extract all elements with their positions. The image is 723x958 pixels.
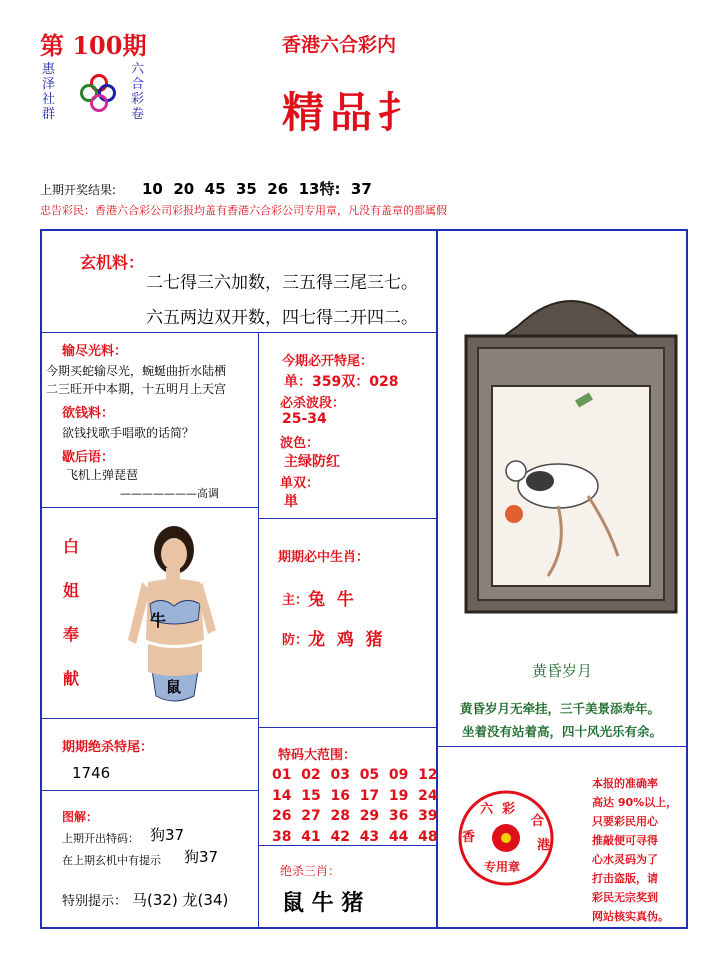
jueshatewei-label: 期期绝杀特尾： [62, 740, 154, 755]
fanwei-row: 26 27 28 29 36 39 [272, 808, 438, 824]
tewei-label: 今期必开特尾： [282, 354, 374, 369]
jueshatewei-value: 1746 [72, 764, 111, 782]
logo [78, 74, 114, 110]
baijie-overlay-1: 牛 [150, 611, 167, 630]
tebie-value: 马(32) 龙(34) [132, 891, 229, 909]
xiehouyu-label: 歇后语： [62, 450, 115, 465]
fanwei-row: 38 41 42 43 44 48 [272, 828, 438, 845]
xuanji-line-2: 六五两边双开数，四七得二开四二。 [146, 308, 418, 328]
stamp-right: 港 [537, 838, 551, 853]
bose-value: 主绿防红 [284, 454, 340, 470]
results-numbers: 10 20 45 35 26 13特: 37 [142, 180, 372, 198]
fanwei-row: 01 02 03 05 09 12 [272, 767, 438, 783]
xiehouyu-answer: ———————高调 [120, 487, 219, 500]
baijie-overlay-2: 鼠 [166, 678, 182, 696]
stamp-top: 六 彩 [480, 802, 516, 817]
painting-caption: 黄昏岁月 [532, 662, 593, 680]
shengxiao-fang: 龙 鸡 猪 [308, 630, 383, 650]
painting-poem-2: 坐着没有站着高，四十风光乐有余。 [462, 724, 663, 739]
publisher-name: 香港六合彩内 [282, 34, 397, 56]
stamp-mid: 合 [531, 814, 545, 829]
shuxin-label: 输尽光料： [62, 344, 128, 359]
juesha-value: 鼠 牛 猪 [282, 891, 364, 916]
warning-text: 忠告彩民：香港六合彩公司彩报均盖有香港六合彩公司专用章，凡没有盖章的都属假 [40, 204, 447, 217]
tujie-line2-value: 狗37 [184, 848, 219, 866]
fanwei-label: 特码大范围： [278, 748, 357, 763]
juesha-label: 绝杀三肖： [280, 864, 341, 878]
tewei-danshuang: 单：359双：028 [284, 374, 399, 390]
xuanji-label: 玄机料： [80, 253, 145, 272]
tujie-line1-value: 狗37 [150, 826, 185, 844]
tebie-label: 特别提示： [62, 894, 128, 909]
side-text-right: 六 合 彩 卷 [131, 62, 145, 122]
boduan-label: 必杀波段： [280, 396, 346, 411]
yuqian-label: 欲钱料： [62, 406, 115, 421]
issue-number: 第 100期 [40, 31, 147, 60]
yuqian-text: 欲钱找歌手唱歌的话简？ [62, 426, 195, 440]
stamp-bottom: 专用章 [484, 860, 521, 874]
tujie-line2-label: 在上期玄机中有提示 [62, 854, 161, 867]
side-text-left: 惠 泽 社 群 [42, 62, 56, 122]
baijie-vertical: 白 姐 奉 献 [63, 537, 80, 688]
shengxiao-main-label: 主： [282, 593, 309, 608]
fanwei-row: 14 15 16 17 19 24 [272, 787, 438, 804]
boduan-value: 25-34 [282, 411, 327, 427]
xuanji-line-1: 二七得三六加数，三五得三尾三七。 [146, 273, 418, 293]
results-label: 上期开奖结果: [40, 183, 117, 197]
stamp-left: 香 [462, 830, 476, 845]
dan-value: 単 [284, 494, 298, 510]
shuxin-text-2: 二三旺开中本期，十五明月上天宫 [46, 382, 227, 396]
painting-poem-1: 黄昏岁月无牵挂，三千美景添寿年。 [460, 701, 661, 716]
shuxin-text-1: 今期买蛇输尽光，蜿蜒曲折水陆栖 [46, 364, 227, 378]
fanwei-numbers [272, 765, 438, 847]
tujie-line1-label: 上期开出特码： [62, 832, 139, 845]
shengxiao-label: 期期必中生肖： [278, 550, 370, 565]
bose-label: 波色： [280, 436, 320, 451]
xiehouyu-text: 飞机上弹琵琶 [66, 468, 139, 482]
notice-text: 本报的准确率 高达 90%以上， 只要彩民用心 推敲便可寻得 心水灵码为了 打击盗版，请 彩民无宗奖到 网站核实真伪。 [592, 777, 678, 923]
dan-label: 单双： [280, 476, 320, 491]
shengxiao-fang-label: 防： [282, 633, 309, 648]
shengxiao-main: 兔 牛 [308, 590, 354, 610]
page-title: 精品扌 [282, 88, 427, 137]
tujie-label: 图解： [62, 810, 99, 824]
framed-painting [458, 286, 684, 616]
